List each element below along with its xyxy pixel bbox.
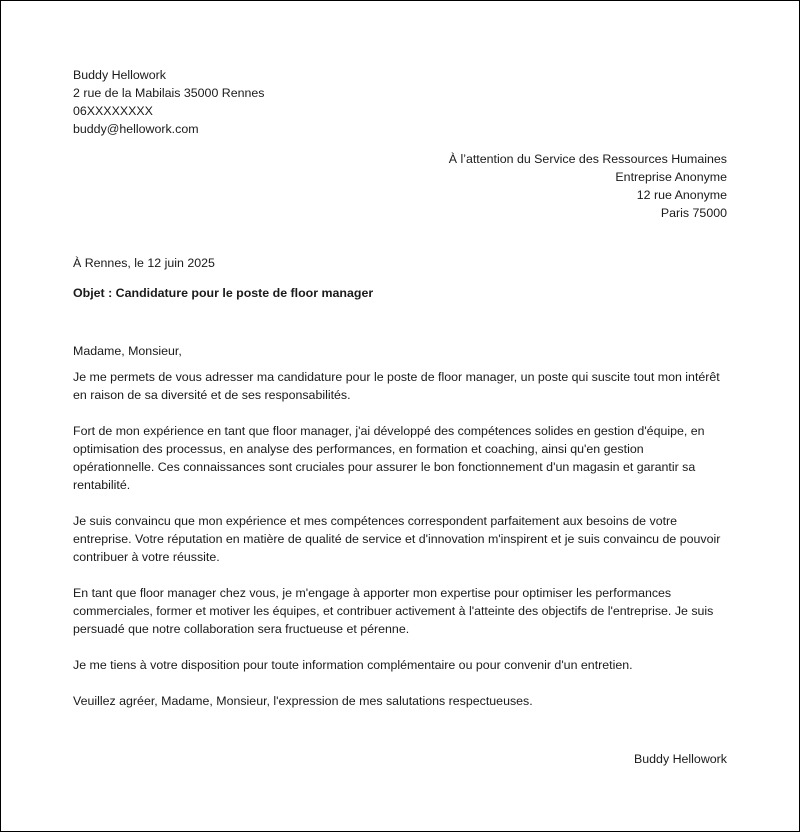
sender-phone: 06XXXXXXXX — [73, 104, 153, 118]
signature: Buddy Hellowork — [634, 752, 727, 766]
letter-body — [73, 342, 727, 728]
sender-email: buddy@hellowork.com — [73, 122, 199, 136]
sender-address: 2 rue de la Mabilais 35000 Rennes — [73, 86, 265, 100]
sender-block — [73, 66, 265, 138]
recipient-block — [449, 150, 727, 222]
paragraph-commitment: En tant que floor manager chez vous, je m'engage à apporter mon expertise pour optimiser les performances commerciales, former et motiver les équipes, et contribuer activement à l'atteinte des objectifs de l'entreprise. Je suis persuadé que notre collaboration sera fructueuse et pérenne. — [73, 586, 714, 636]
sender-name: Buddy Hellowork — [73, 68, 166, 82]
letter-subject: Objet : Candidature pour le poste de floor manager — [73, 286, 374, 300]
recipient-street: 12 rue Anonyme — [636, 188, 727, 202]
paragraph-experience: Fort de mon expérience en tant que floor manager, j'ai développé des compétences solides en gestion d'équipe, en optimisation des processus, en analyse des performances, en formation et coaching, ainsi qu'en gestion opérationnelle. Ces connaissances sont cruciales pour assurer le bon fonctionnement d'un magasin et garantir sa rentabilité. — [73, 424, 705, 492]
paragraph-availability: Je me tiens à votre disposition pour toute information complémentaire ou pour convenir d'un entretien. — [73, 658, 633, 672]
paragraph-motivation: Je suis convaincu que mon expérience et mes compétences correspondent parfaitement aux besoins de votre entreprise. Votre réputation en matière de qualité de service et d'innovation m'inspirent et je suis convaincu de pouvoir contribuer à votre réussite. — [73, 514, 721, 564]
salutation: Madame, Monsieur, — [73, 344, 182, 358]
paragraph-closing: Veuillez agréer, Madame, Monsieur, l'expression de mes salutations respectueuses. — [73, 694, 533, 708]
recipient-city: Paris 75000 — [660, 206, 727, 220]
paragraph-intro: Je me permets de vous adresser ma candidature pour le poste de floor manager, un poste qui suscite tout mon intérêt en raison de sa diversité et de ses responsabilités. — [73, 370, 720, 402]
recipient-attention: À l’attention du Service des Ressources Humaines — [448, 152, 727, 166]
recipient-company: Entreprise Anonyme — [615, 170, 727, 184]
letter-date: À Rennes, le 12 juin 2025 — [73, 256, 215, 270]
